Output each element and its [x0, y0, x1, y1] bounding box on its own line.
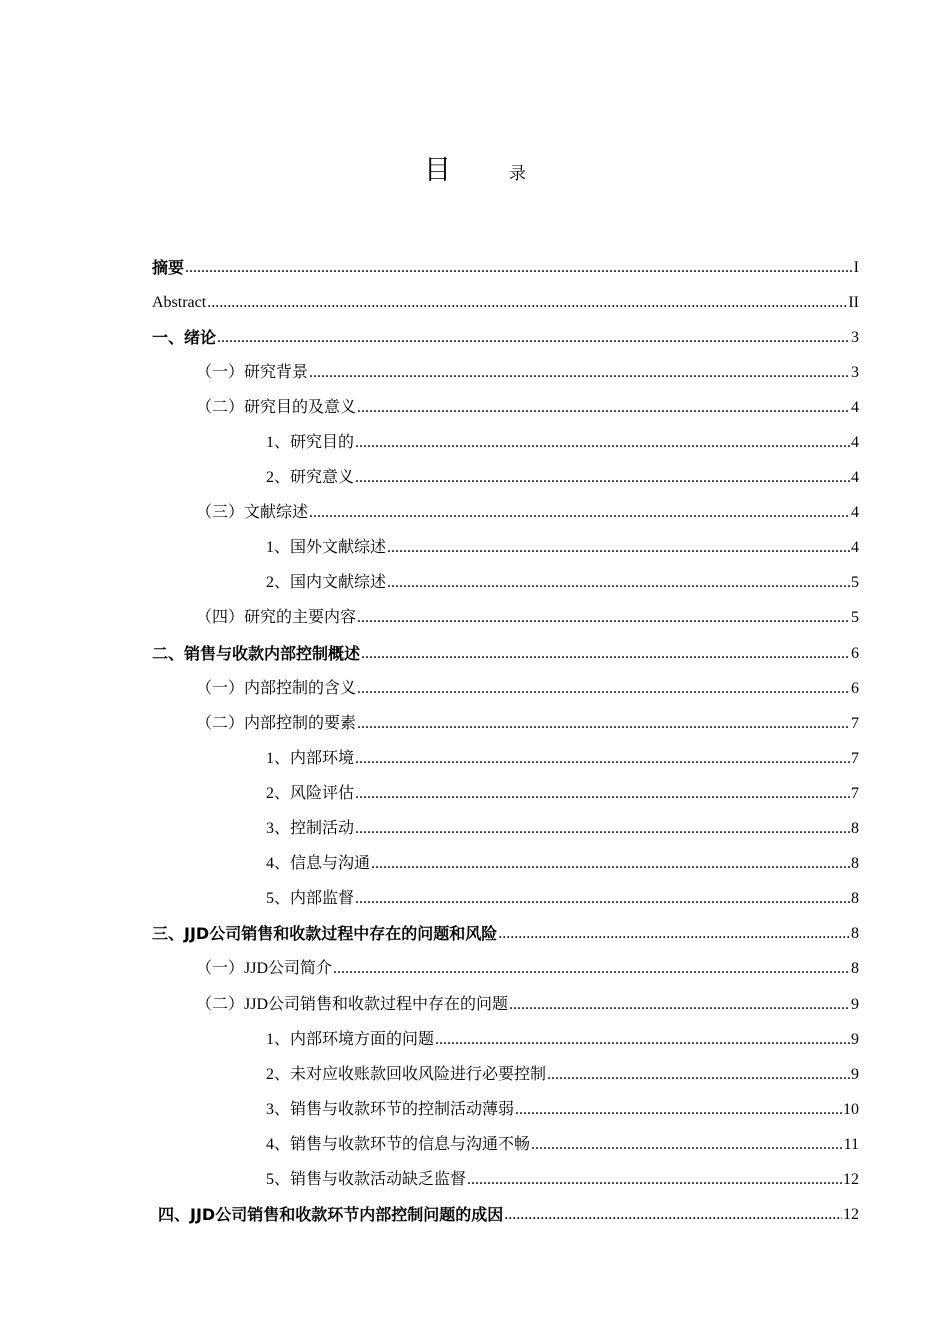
toc-entry-label: 2、研究意义: [266, 469, 355, 487]
toc-entry[interactable]: [152, 1022, 859, 1057]
toc-entry-label: 三、JJD公司销售和收款过程中存在的问题和风险: [152, 924, 498, 944]
toc-entry-label: （一）JJD公司简介: [196, 960, 333, 978]
toc-entry-label: （三）文献综述: [196, 504, 309, 522]
toc-entry[interactable]: [152, 1127, 859, 1162]
toc-leader-dots: [371, 854, 850, 874]
toc-entry-page: 3: [851, 328, 859, 346]
toc-leader-dots: [207, 293, 847, 313]
toc-leader-dots: [309, 363, 850, 383]
toc-entry[interactable]: [152, 882, 859, 917]
toc-entry-page: 4: [851, 504, 859, 522]
toc-entry-page: 7: [851, 714, 859, 732]
toc-leader-dots: [387, 538, 850, 558]
toc-entry-label: 3、销售与收款环节的控制活动薄弱: [266, 1100, 515, 1118]
toc-entry-label: 1、内部环境: [266, 749, 355, 767]
toc-entry-page: 4: [851, 398, 859, 416]
toc-entry-page: 9: [851, 1065, 859, 1083]
toc-entry-label: 四、JJD公司销售和收款环节内部控制问题的成因: [158, 1205, 504, 1225]
toc-entry[interactable]: [152, 671, 859, 706]
toc-leader-dots: [498, 924, 850, 944]
toc-leader-dots: [504, 1205, 842, 1225]
toc-entry-page: 11: [843, 1135, 859, 1153]
title-sub: 录: [509, 164, 526, 184]
toc-entry-page: 5: [851, 609, 859, 627]
toc-entry-page: II: [848, 293, 859, 311]
toc-leader-dots: [333, 959, 850, 979]
toc-entry-page: 9: [851, 995, 859, 1013]
toc-leader-dots: [355, 819, 850, 839]
toc-entry[interactable]: [152, 1198, 859, 1233]
toc-entry-label: 1、研究目的: [266, 434, 355, 452]
toc-entry-label: （二）内部控制的要素: [196, 714, 357, 732]
toc-leader-dots: [309, 503, 850, 523]
toc-leader-dots: [509, 995, 850, 1015]
toc-leader-dots: [387, 573, 850, 593]
toc-entry[interactable]: [152, 952, 859, 987]
toc-entry-page: 7: [851, 749, 859, 767]
toc-entry[interactable]: [152, 390, 859, 425]
toc-leader-dots: [355, 433, 850, 453]
toc-entry[interactable]: [152, 812, 859, 847]
toc-entry-label: 4、信息与沟通: [266, 855, 371, 873]
toc-leader-dots: [185, 258, 853, 278]
toc-entry-page: 6: [851, 679, 859, 697]
toc-entry-label: （一）内部控制的含义: [196, 679, 357, 697]
table-of-contents: [152, 250, 859, 1233]
toc-entry-label: 3、控制活动: [266, 820, 355, 838]
toc-leader-dots: [217, 328, 850, 348]
toc-entry[interactable]: [152, 601, 859, 636]
toc-entry[interactable]: [152, 1092, 859, 1127]
toc-entry[interactable]: [152, 320, 859, 355]
toc-leader-dots: [435, 1030, 850, 1050]
toc-entry[interactable]: [152, 425, 859, 460]
toc-entry-page: 4: [851, 434, 859, 452]
toc-entry-label: 1、内部环境方面的问题: [266, 1030, 435, 1048]
toc-entry[interactable]: [152, 987, 859, 1022]
toc-entry[interactable]: [152, 706, 859, 741]
toc-leader-dots: [361, 644, 850, 664]
toc-entry[interactable]: [152, 496, 859, 531]
toc-entry[interactable]: [152, 1162, 859, 1197]
toc-leader-dots: [357, 608, 850, 628]
toc-leader-dots: [355, 784, 850, 804]
page-title: [0, 148, 950, 187]
toc-entry-label: 二、销售与收款内部控制概述: [152, 643, 361, 663]
toc-entry[interactable]: [152, 250, 859, 285]
toc-entry-page: 4: [851, 539, 859, 557]
toc-entry-label: 摘要: [152, 257, 185, 277]
toc-entry-page: 12: [843, 1206, 859, 1224]
toc-entry-label: （四）研究的主要内容: [196, 609, 357, 627]
toc-entry-label: 5、销售与收款活动缺乏监督: [266, 1170, 467, 1188]
toc-entry-label: Abstract: [152, 293, 207, 311]
toc-leader-dots: [547, 1065, 850, 1085]
toc-entry-page: 3: [851, 363, 859, 381]
toc-entry-page: 9: [851, 1030, 859, 1048]
toc-entry-page: 6: [851, 644, 859, 662]
toc-entry-page: 10: [843, 1100, 859, 1118]
toc-entry[interactable]: [152, 1057, 859, 1092]
toc-entry-label: 1、国外文献综述: [266, 539, 387, 557]
toc-leader-dots: [357, 679, 850, 699]
toc-entry[interactable]: [152, 776, 859, 811]
toc-entry-label: 4、销售与收款环节的信息与沟通不畅: [266, 1135, 531, 1153]
toc-leader-dots: [355, 749, 850, 769]
toc-entry-page: 4: [851, 469, 859, 487]
toc-leader-dots: [467, 1170, 842, 1190]
toc-leader-dots: [515, 1100, 842, 1120]
toc-entry-page: 8: [851, 960, 859, 978]
toc-entry-label: 2、风险评估: [266, 784, 355, 802]
toc-entry-label: 一、绪论: [152, 327, 217, 347]
toc-entry-page: 8: [851, 925, 859, 943]
toc-entry[interactable]: [152, 741, 859, 776]
toc-entry[interactable]: [152, 847, 859, 882]
toc-entry[interactable]: [152, 531, 859, 566]
title-main: 目: [424, 155, 451, 186]
toc-entry-page: I: [853, 258, 859, 276]
toc-leader-dots: [355, 468, 850, 488]
toc-entry[interactable]: [152, 636, 859, 671]
toc-leader-dots: [357, 714, 850, 734]
toc-entry[interactable]: [152, 285, 859, 320]
toc-entry-page: 8: [851, 820, 859, 838]
toc-entry-page: 8: [851, 890, 859, 908]
toc-leader-dots: [357, 398, 850, 418]
toc-leader-dots: [531, 1135, 843, 1155]
toc-entry-label: 2、国内文献综述: [266, 574, 387, 592]
toc-entry[interactable]: [152, 566, 859, 601]
toc-entry-page: 5: [851, 574, 859, 592]
toc-entry-page: 7: [851, 784, 859, 802]
toc-leader-dots: [355, 889, 850, 909]
toc-entry[interactable]: [152, 917, 859, 952]
toc-entry-label: （一）研究背景: [196, 363, 309, 381]
toc-entry-label: 5、内部监督: [266, 890, 355, 908]
toc-entry-page: 8: [851, 855, 859, 873]
toc-entry-label: （二）JJD公司销售和收款过程中存在的问题: [196, 995, 509, 1013]
toc-entry-page: 12: [843, 1170, 859, 1188]
toc-entry-label: （二）研究目的及意义: [196, 398, 357, 416]
toc-entry-label: 2、未对应收账款回收风险进行必要控制: [266, 1065, 547, 1083]
toc-entry[interactable]: [152, 355, 859, 390]
toc-entry[interactable]: [152, 461, 859, 496]
